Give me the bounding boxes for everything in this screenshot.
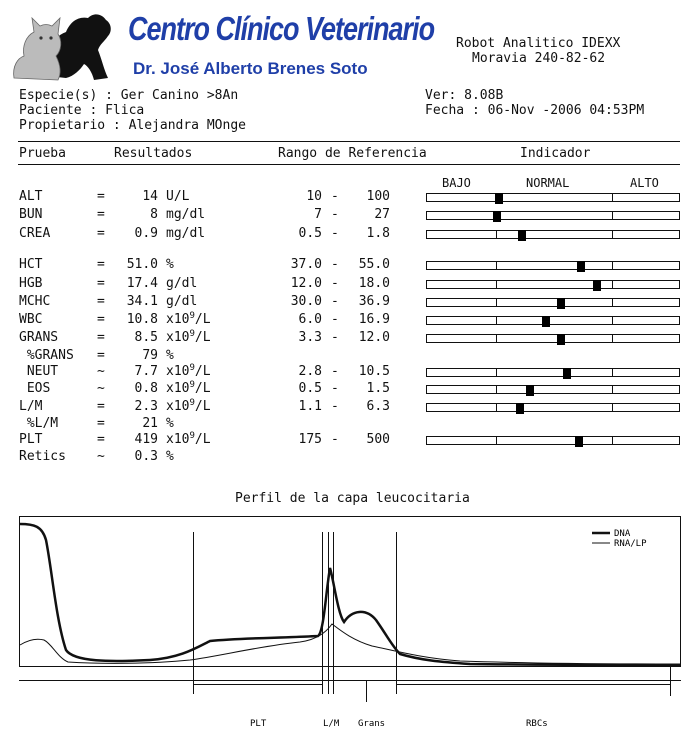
indicator-bar xyxy=(426,368,680,377)
table-header-divider xyxy=(18,164,680,165)
range-low: 175 xyxy=(298,432,322,447)
indicator-bar xyxy=(426,280,680,289)
range-high: 500 xyxy=(366,432,390,447)
operator: = xyxy=(97,294,105,309)
indicator-bar xyxy=(426,403,680,412)
indicator-normal-label: NORMAL xyxy=(526,176,570,190)
range-low: 3.3 xyxy=(298,330,322,345)
indicator-mark xyxy=(593,280,601,291)
range-low: 30.0 xyxy=(290,294,322,309)
low-normal-divider xyxy=(496,317,497,324)
range-dash: - xyxy=(331,276,339,291)
indicator-bar xyxy=(426,436,680,445)
report-date: Fecha : 06-Nov -2006 04:53PM xyxy=(425,103,645,118)
patient-species: Especie(s) : Ger Canino >8An xyxy=(19,88,239,103)
range-low: 1.1 xyxy=(298,399,322,414)
result-unit xyxy=(166,416,174,432)
unit-exponent: 9 xyxy=(189,363,195,373)
operator: = xyxy=(97,416,105,431)
indicator-mark xyxy=(516,403,524,414)
leukocyte-histogram xyxy=(0,510,698,743)
range-high: 36.9 xyxy=(358,294,390,309)
range-dash: - xyxy=(331,432,339,447)
normal-high-divider xyxy=(612,335,613,342)
result-value: 2.3 xyxy=(134,399,158,414)
unit-exponent: 9 xyxy=(189,431,195,441)
result-value: 8 xyxy=(150,207,158,222)
region-grans: Grans xyxy=(358,719,386,729)
result-value: 34.1 xyxy=(126,294,158,309)
result-value: 17.4 xyxy=(126,276,158,291)
operator: = xyxy=(97,257,105,272)
unit-base: x10 xyxy=(166,330,190,345)
unit-base: x10 xyxy=(166,364,190,379)
result-unit xyxy=(166,189,189,205)
range-low: 0.5 xyxy=(298,381,322,396)
unit-base: x10 xyxy=(166,399,190,414)
range-high: 10.5 xyxy=(358,364,390,379)
indicator-bar xyxy=(426,316,680,325)
clinic-title: Centro Clínico Veterinario xyxy=(128,10,435,48)
result-value: 0.8 xyxy=(134,381,158,396)
result-unit xyxy=(166,226,205,242)
test-name: GRANS xyxy=(19,330,59,345)
range-low: 7 xyxy=(314,207,322,222)
result-value: 419 xyxy=(134,432,158,447)
operator: = xyxy=(97,399,105,414)
header-test: Prueba xyxy=(19,146,66,161)
indicator-mark xyxy=(526,385,534,396)
range-high: 1.8 xyxy=(366,226,390,241)
test-name: Retics xyxy=(19,449,66,464)
indicator-mark xyxy=(577,261,585,272)
range-high: 18.0 xyxy=(358,276,390,291)
range-high: 16.9 xyxy=(358,312,390,327)
test-name: NEUT xyxy=(19,364,59,379)
unit-base: x10 xyxy=(166,432,190,447)
patient-name: Paciente : Flica xyxy=(19,103,145,118)
normal-high-divider xyxy=(612,262,613,269)
result-value: 14 xyxy=(142,189,158,204)
operator: ~ xyxy=(97,364,105,379)
unit-suffix: /L xyxy=(194,364,211,379)
result-value: 79 xyxy=(142,348,158,363)
normal-high-divider xyxy=(612,194,613,201)
operator: = xyxy=(97,189,105,204)
test-name: MCHC xyxy=(19,294,51,309)
operator: = xyxy=(97,348,105,363)
region-plt: PLT xyxy=(250,719,267,729)
result-unit xyxy=(166,381,211,397)
indicator-mark xyxy=(493,211,501,222)
region-lm: L/M xyxy=(323,719,340,729)
test-name: WBC xyxy=(19,312,43,327)
header-results: Resultados xyxy=(114,146,193,161)
unit-exponent: 9 xyxy=(189,398,195,408)
result-unit xyxy=(166,364,211,380)
indicator-bar xyxy=(426,334,680,343)
normal-high-divider xyxy=(612,437,613,444)
result-unit xyxy=(166,257,174,273)
operator: = xyxy=(97,207,105,222)
unit-base: mg/dl xyxy=(166,207,206,222)
unit-suffix: /L xyxy=(194,432,211,447)
range-dash: - xyxy=(331,330,339,345)
range-dash: - xyxy=(331,312,339,327)
low-normal-divider xyxy=(496,386,497,393)
device-version: Ver: 8.08B xyxy=(425,88,504,103)
low-normal-divider xyxy=(496,231,497,238)
operator: = xyxy=(97,276,105,291)
unit-base: % xyxy=(166,257,174,272)
result-unit xyxy=(166,449,174,465)
unit-base: % xyxy=(166,449,174,464)
region-rbcs: RBCs xyxy=(526,719,548,729)
result-unit xyxy=(166,399,211,415)
normal-high-divider xyxy=(612,231,613,238)
range-high: 12.0 xyxy=(358,330,390,345)
range-dash: - xyxy=(331,257,339,272)
legend-dna: DNA xyxy=(614,529,631,539)
unit-base: mg/dl xyxy=(166,226,206,241)
indicator-bar xyxy=(426,385,680,394)
unit-base: x10 xyxy=(166,381,190,396)
operator: ~ xyxy=(97,381,105,396)
result-value: 0.9 xyxy=(134,226,158,241)
result-unit xyxy=(166,276,197,292)
test-name: PLT xyxy=(19,432,43,447)
histogram-title: Perfil de la capa leucocitaria xyxy=(235,491,470,506)
range-low: 2.8 xyxy=(298,364,322,379)
test-name: HCT xyxy=(19,257,43,272)
range-high: 6.3 xyxy=(366,399,390,414)
indicator-bar xyxy=(426,211,680,220)
indicator-mark xyxy=(495,193,503,204)
clinic-doctor: Dr. José Alberto Brenes Soto xyxy=(133,59,368,78)
indicator-bar xyxy=(426,298,680,307)
unit-exponent: 9 xyxy=(189,380,195,390)
test-name: %L/M xyxy=(19,416,59,431)
normal-high-divider xyxy=(612,281,613,288)
result-value: 7.7 xyxy=(134,364,158,379)
result-value: 0.3 xyxy=(134,449,158,464)
result-unit xyxy=(166,207,205,223)
indicator-mark xyxy=(557,298,565,309)
header-indicator: Indicador xyxy=(520,146,591,161)
range-dash: - xyxy=(331,399,339,414)
normal-high-divider xyxy=(612,299,613,306)
range-low: 10 xyxy=(306,189,322,204)
range-dash: - xyxy=(331,226,339,241)
range-low: 12.0 xyxy=(290,276,322,291)
result-value: 51.0 xyxy=(126,257,158,272)
unit-base: % xyxy=(166,348,174,363)
test-name: CREA xyxy=(19,226,51,241)
indicator-bar xyxy=(426,193,680,202)
cat-dog-logo-icon xyxy=(8,6,116,86)
unit-suffix: /L xyxy=(194,381,211,396)
header-divider xyxy=(18,141,680,142)
range-high: 100 xyxy=(366,189,390,204)
range-dash: - xyxy=(331,294,339,309)
test-name: HGB xyxy=(19,276,43,291)
header-reference-range: Rango de Referencia xyxy=(278,146,427,161)
normal-high-divider xyxy=(612,317,613,324)
range-dash: - xyxy=(331,189,339,204)
operator: = xyxy=(97,312,105,327)
test-name: L/M xyxy=(19,399,43,414)
unit-exponent: 9 xyxy=(189,329,195,339)
indicator-mark xyxy=(563,368,571,379)
operator: = xyxy=(97,330,105,345)
result-unit xyxy=(166,330,211,346)
range-dash: - xyxy=(331,207,339,222)
test-name: EOS xyxy=(19,381,51,396)
indicator-bar xyxy=(426,230,680,239)
range-dash: - xyxy=(331,364,339,379)
operator: = xyxy=(97,432,105,447)
range-dash: - xyxy=(331,381,339,396)
indicator-high-label: ALTO xyxy=(630,176,659,190)
result-value: 21 xyxy=(142,416,158,431)
unit-base: x10 xyxy=(166,312,190,327)
legend-rna-lp: RNA/LP xyxy=(614,539,647,549)
low-normal-divider xyxy=(496,404,497,411)
test-name: BUN xyxy=(19,207,43,222)
unit-base: % xyxy=(166,416,174,431)
low-normal-divider xyxy=(496,335,497,342)
result-value: 8.5 xyxy=(134,330,158,345)
unit-suffix: /L xyxy=(194,312,211,327)
rna-lp-curve xyxy=(20,624,680,664)
test-name: ALT xyxy=(19,189,43,204)
indicator-mark xyxy=(542,316,550,327)
low-normal-divider xyxy=(496,262,497,269)
unit-exponent: 9 xyxy=(189,311,195,321)
normal-high-divider xyxy=(612,369,613,376)
low-normal-divider xyxy=(496,437,497,444)
low-normal-divider xyxy=(496,369,497,376)
range-high: 27 xyxy=(374,207,390,222)
result-unit xyxy=(166,432,211,448)
unit-base: U/L xyxy=(166,189,190,204)
indicator-mark xyxy=(557,334,565,345)
unit-suffix: /L xyxy=(194,330,211,345)
normal-high-divider xyxy=(612,404,613,411)
result-value: 10.8 xyxy=(126,312,158,327)
unit-suffix: /L xyxy=(194,399,211,414)
range-low: 37.0 xyxy=(290,257,322,272)
indicator-mark xyxy=(575,436,583,447)
low-normal-divider xyxy=(496,281,497,288)
result-unit xyxy=(166,348,174,364)
indicator-mark xyxy=(518,230,526,241)
patient-owner: Propietario : Alejandra MOnge xyxy=(19,118,246,133)
dna-curve xyxy=(20,524,680,665)
range-low: 6.0 xyxy=(298,312,322,327)
low-normal-divider xyxy=(496,299,497,306)
indicator-low-label: BAJO xyxy=(442,176,471,190)
operator: ~ xyxy=(97,449,105,464)
range-high: 1.5 xyxy=(366,381,390,396)
device-phone: Moravia 240-82-62 xyxy=(472,51,606,66)
normal-high-divider xyxy=(612,386,613,393)
normal-high-divider xyxy=(612,212,613,219)
test-name: %GRANS xyxy=(19,348,74,363)
device-name: Robot Analitico IDEXX xyxy=(456,36,621,51)
unit-base: g/dl xyxy=(166,276,198,291)
range-high: 55.0 xyxy=(358,257,390,272)
result-unit xyxy=(166,312,211,328)
range-low: 0.5 xyxy=(298,226,322,241)
unit-base: g/dl xyxy=(166,294,198,309)
result-unit xyxy=(166,294,197,310)
indicator-bar xyxy=(426,261,680,270)
operator: = xyxy=(97,226,105,241)
